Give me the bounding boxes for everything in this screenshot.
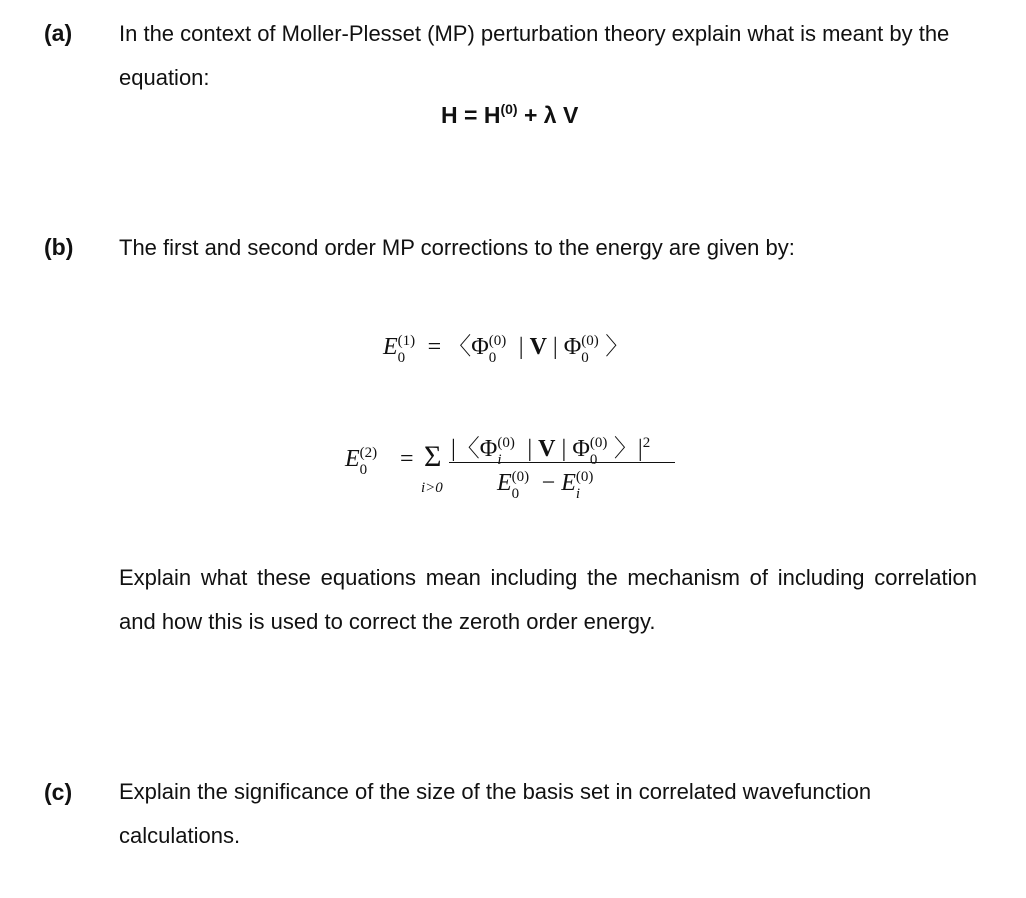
eq2-den-E2-sup: (0): [575, 469, 594, 485]
eq1-phi2-sup: (0): [581, 333, 599, 349]
eq2-den-E2: E: [561, 470, 576, 496]
eq2-den-E1-sub: 0: [511, 486, 520, 502]
eq2-sigma: Σ: [424, 440, 442, 473]
eq1-phi2-sub: 0: [581, 350, 589, 366]
eq2-num-phi1-sub: i: [497, 452, 502, 468]
hamiltonian-equation: [441, 101, 578, 129]
eq2-num-phi1-sup: (0): [497, 435, 515, 451]
eq2-equals: =: [400, 446, 414, 472]
part-a-text: In the context of Moller-Plesset (MP) perturbation theory explain what is meant by the equation:: [119, 21, 950, 90]
eq2-den-minus: −: [535, 470, 562, 496]
eq2-E: E: [345, 446, 360, 472]
eq2-num-bar2: | Φ: [555, 436, 590, 462]
eq1-E: E: [383, 334, 398, 360]
eq2-num-bar1: |: [521, 436, 539, 462]
eq2-num-phi2-sub: 0: [589, 452, 598, 468]
eq1-phi1-sup: (0): [488, 333, 507, 349]
eq1-E-sup: (1): [397, 333, 416, 349]
hamiltonian-superscript: (0): [500, 101, 518, 117]
eq2-num-open: |〈Φ: [451, 436, 498, 462]
eq1-V: V: [529, 334, 547, 360]
hamiltonian-rhs: + λ V: [517, 102, 579, 128]
eq2-num-power: 2: [642, 435, 651, 451]
eq2-E-sub: 0: [359, 462, 368, 478]
eq1-close: 〉: [605, 334, 630, 360]
eq1-E-sub: 0: [397, 350, 406, 366]
eq2-num-phi2-sup: (0): [589, 435, 608, 451]
eq2-numerator: [451, 428, 657, 468]
eq1-bar1: |: [512, 334, 530, 360]
eq2-E-sup: (2): [359, 445, 378, 461]
eq2-fraction-bar: [449, 462, 675, 463]
part-c-label: (c): [44, 779, 73, 805]
eq2-denominator: [497, 469, 600, 502]
eq2-lhs: [345, 445, 384, 478]
part-b-text: Explain what these equations mean including the mechanism of including correlation and how this is used to correct the zeroth order energy.: [119, 565, 977, 634]
eq2-sum-index: i>0: [421, 480, 443, 496]
eq2-den-E2-sub: i: [575, 486, 581, 502]
eq2-num-V: V: [538, 436, 556, 462]
part-a-label: (a): [44, 20, 73, 46]
first-order-energy-equation: [383, 326, 630, 366]
part-b-intro: The first and second order MP corrections to the energy are given by:: [119, 235, 795, 260]
eq2-den-E1: E: [497, 470, 512, 496]
eq1-bar2: | Φ: [546, 334, 582, 360]
eq2-den-E1-sup: (0): [511, 469, 530, 485]
part-b-label: (b): [44, 234, 74, 260]
eq1-open: = 〈Φ: [421, 334, 489, 360]
eq2-num-close: 〉|: [613, 436, 643, 462]
eq1-phi1-sub: 0: [488, 350, 497, 366]
part-c-text: Explain the significance of the size of the basis set in correlated wavefunction calculations.: [119, 779, 872, 848]
hamiltonian-lhs: H = H: [441, 102, 501, 128]
